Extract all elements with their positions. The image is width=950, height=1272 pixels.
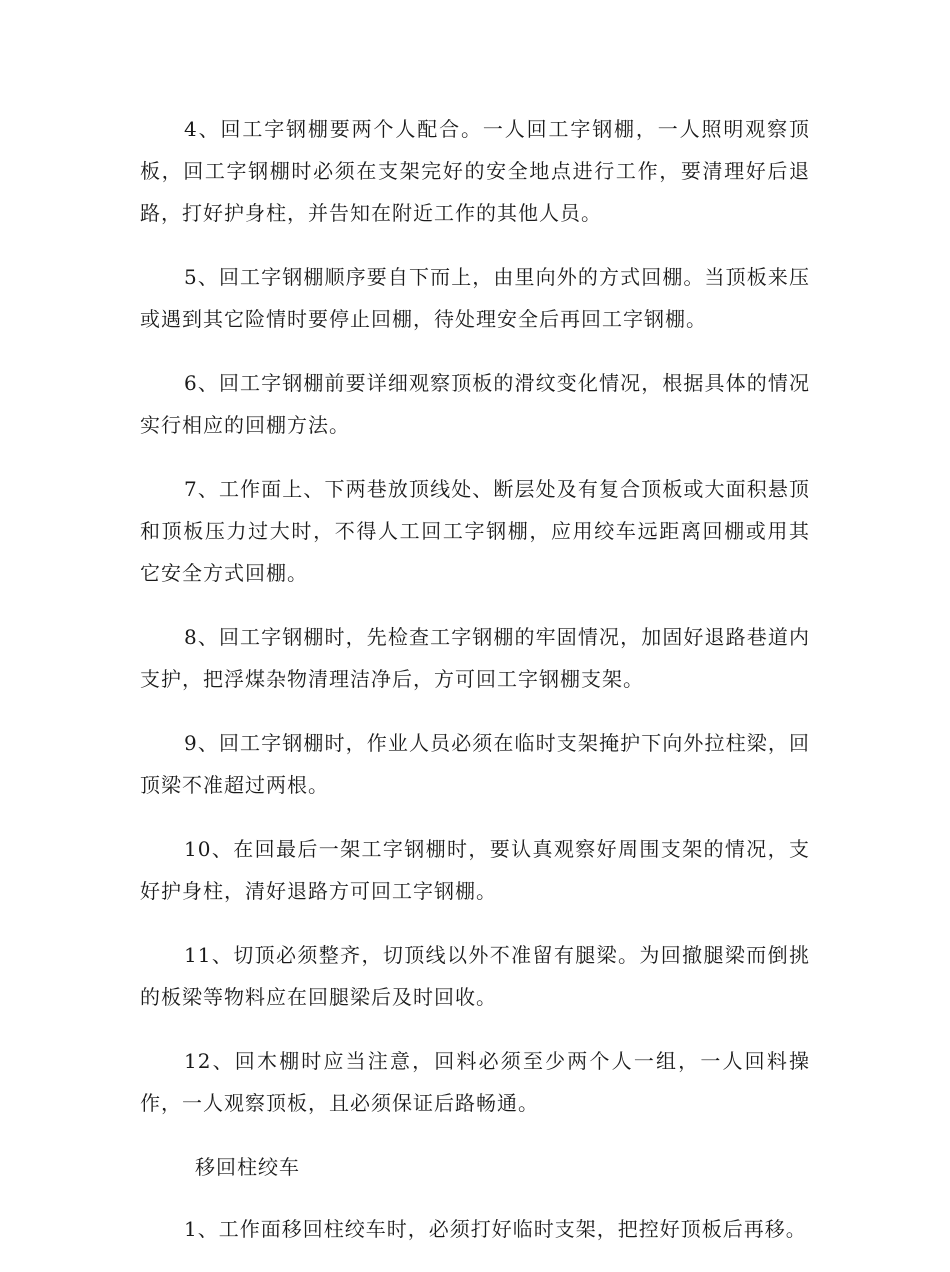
paragraph-9: 9、回工字钢棚时，作业人员必须在临时支架掩护下向外拉柱梁，回顶梁不准超过两根。 <box>140 731 810 797</box>
paragraph-4: 4、回工字钢棚要两个人配合。一人回工字钢棚，一人照明观察顶板，回工字钢棚时必须在支架完好的安全地点进行工作，要清理好后退路，打好护身柱，并告知在附近工作的其他人员。 <box>140 117 810 225</box>
paragraph-6: 6、回工字钢棚前要详细观察顶板的滑纹变化情况，根据具体的情况实行相应的回棚方法。 <box>140 371 810 437</box>
document-body <box>140 108 810 1272</box>
section-heading: 移回柱绞车 <box>195 1155 300 1179</box>
paragraph-7: 7、工作面上、下两巷放顶线处、断层处及有复合顶板或大面积悬顶和顶板压力过大时，不得人工回工字钢棚，应用绞车远距离回棚或用其它安全方式回棚。 <box>140 477 810 585</box>
paragraph-8: 8、回工字钢棚时，先检查工字钢棚的牢固情况，加固好退路巷道内支护，把浮煤杂物清理洁净后，方可回工字钢棚支架。 <box>140 625 810 691</box>
paragraph-11: 11、切顶必须整齐，切顶线以外不准留有腿梁。为回撤腿梁而倒挑的板梁等物料应在回腿梁后及时回收。 <box>140 943 810 1009</box>
section-paragraph-1: 1、工作面移回柱绞车时，必须打好临时支架，把控好顶板后再移。 <box>184 1217 807 1241</box>
paragraph-5: 5、回工字钢棚顺序要自下而上，由里向外的方式回棚。当顶板来压或遇到其它险情时要停止回棚，待处理安全后再回工字钢棚。 <box>140 265 810 331</box>
paragraph-10: 10、在回最后一架工字钢棚时，要认真观察好周围支架的情况，支好护身柱，清好退路方可回工字钢棚。 <box>140 837 810 903</box>
paragraph-12: 12、回木棚时应当注意，回料必须至少两个人一组，一人回料操作，一人观察顶板，且必须保证后路畅通。 <box>140 1049 810 1115</box>
